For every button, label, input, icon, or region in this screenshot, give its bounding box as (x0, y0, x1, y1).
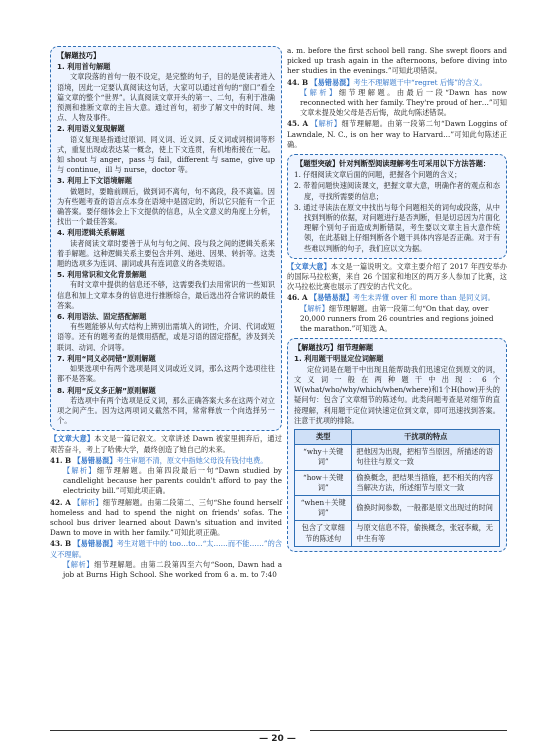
strategy-box (287, 154, 507, 259)
q46-num: 46. A (287, 293, 308, 303)
tips-section-heading: 4. 利用逻辑关系解题 (57, 228, 125, 238)
tips-section-body: 语义复现是指通过原词、同义词、近义词、反义词或词根词等形式，重复出现或表达某一概念，使上下文连贯，有机地衔接在一起。如 shout 与 anger，pass 与 fail，different 与 same，give up 与 continue，ill 与 nurse，doctor 等。 (57, 134, 275, 175)
tips-section-heading: 6. 利用语法、固定搭配解题 (57, 312, 147, 322)
question-analysis (50, 560, 282, 580)
q46-text: 细节理解题。由第一段第二句“On that day, over 20,000 runners from 26 countries and regions joined the marathon.”可知选 A。 (300, 303, 494, 334)
table-header: 类型 (295, 429, 352, 444)
question-tag-text: 考生对题干中的 too…to…“太……而不能……”的含义不理解。 (50, 539, 282, 559)
question-item (287, 78, 507, 119)
q46-tag: 【易错易混】 (309, 293, 354, 303)
article2-tag: 【文章大意】 (287, 261, 331, 271)
table-row (295, 445, 500, 470)
detail-tips-body: 定位词是在题干中出现且能帮助我们迅速定位到原文的词，文义词一般在两种题干中出现：6个W(what/who/why/which/when/where)和1个H(how)开头的疑问句：包含了文章细节的陈述句。此类问题考查是对细节的直接理解，利用题干定位词快速定位到文章，即可迅速找到答案。注意干扰项的排除。 (294, 364, 500, 425)
analysis-text: 细节理解题。由第四段最后一句“Dawn studied by candlelight because her parents couldn't afford to pay the electricity bill.”可知此项正确。 (63, 465, 282, 496)
analysis-text: 细节理解题。由第二段第二、三句“She found herself homeless and had to spend the night on friends' sofas. The school bus driver learned about Dawn's situation and invited Dawn to move in with her family.”可知此项正确。 (50, 497, 282, 538)
tips-section-heading: 1. 利用首句解题 (57, 62, 111, 72)
left-column (50, 46, 282, 580)
tips-section-body: 读者阅读文章时要善于从句与句之间、段与段之间的逻辑关系来着手解题。这种逻辑关系主要包含并列、递进、因果、转折等。这类题的选项多为连词、副词或具有连词意义的各类短语。 (57, 238, 275, 269)
q46-tag-text: 考生未弄懂 over 和 more than 是同义词。 (353, 293, 495, 303)
tips-title: 【解题技巧】 (57, 51, 101, 60)
left-questions (50, 456, 282, 580)
strategy-item: 2. 带着问题快速阅读课文，把握文章大意，明确作者的观点和态度，寻找所需要的信息； (294, 181, 500, 201)
analysis-text: 细节理解题。由第二段第四至六句“Soon, Dawn had a job at Burns High School. She worked from 6 a. m. to 7:40 (63, 559, 282, 579)
question-head (50, 498, 282, 539)
table-cell-type: “how＋关键词” (295, 470, 352, 495)
table-cell-feature: 偷换概念，把结果当措施，把不相关的内容当解决方法，所述细节与原文一致 (352, 470, 500, 495)
question-head (287, 119, 507, 150)
question-tag: 【易错易混】 (310, 77, 354, 87)
tips-box (50, 46, 282, 431)
tips-section-heading: 2. 利用语义复现解题 (57, 124, 125, 134)
tips-section-body: 文章段落的首句一般不设定，是完整的句子，目的是使读者进入语境，因此一定要认真阅读这句话，大家可以通过首句的“窗口”看全篇文章的整个“世界”。认真阅读文章开头的第一、二句，有利于准确预测和推断文章的主旨大意。通过首句，初步了解文中的时间、地点、人物及事件。 (57, 72, 275, 123)
detail-tips-box (287, 338, 507, 551)
article-text: 本文是一篇记叙文。文章讲述 Dawn 被家里拥弃后，通过艰苦奋斗，考上了哈佛大学，最终创造了她自己的未来。 (50, 434, 282, 454)
tips-section-body: 做题时，要瞻前顾后，做到词不离句，句不离段，段不离篇。因为有些题考查的语言点本身在语境中是固定的，所以它只能有一个正确答案。要仔细体会上下文提供的信息，从全文意义的角度上分析，找出一个最佳答案。 (57, 186, 275, 227)
question-head (50, 456, 282, 466)
tips-section-heading: 7. 利用“同义必同错”原则解题 (57, 353, 156, 363)
table-cell-type: “when＋关键词” (295, 495, 352, 520)
table-cell-type: “why＋关键词” (295, 445, 352, 470)
table-cell-type: 包含了文章细节的陈述句 (295, 521, 352, 546)
question-head (287, 78, 507, 88)
distractor-table (294, 429, 500, 547)
strategy-items (294, 170, 500, 254)
tips-section-body: 若选项中有两个选项是反义词，那么正确答案大多在这两个对立项之间产生。因为这两项词义截然不同，常常释放一个向选择另一个。 (57, 395, 275, 426)
footer-rule-right (310, 730, 507, 731)
strategy-title: 【题型突破】针对判断型阅读理解考生可采用以下方法答题： (296, 159, 491, 169)
question-item (287, 119, 507, 150)
article-tag: 【文章大意】 (50, 434, 95, 444)
right-column (287, 46, 507, 552)
continued-text: a. m. before the first school bell rang. She swept floors and picked up trash again in the afternoons, before diving into her studies in the evenings.”可知此项错误。 (287, 46, 507, 76)
article-summary-2 (287, 262, 507, 293)
detail-tips-subtitle: 1. 利用题干明显定位词解题 (294, 354, 384, 364)
detail-tips-title: 【解题技巧】细节理解题 (294, 343, 374, 353)
tips-section-body: 有些题能够从句式结构上辨别出需填入的词性，介词、代词或短语等。还有的题考查的是惯用搭配，或是习语的固定搭配，涉及到关联词、动词、介词等。 (57, 322, 275, 352)
analysis-label: 【解析】 (300, 87, 339, 97)
tips-section-heading: 3. 利用上下文语境解题 (57, 176, 132, 186)
question-tag: 【易错易混】 (73, 455, 117, 465)
question-number: 44. B (287, 77, 309, 87)
page-number: — 20 — (259, 734, 296, 744)
table-cell-feature: 与原文信息不符，偷换概念，张冠李戴，无中生有等 (352, 521, 500, 546)
tips-section-heading: 8. 利用“反义多正解”原则解题 (57, 385, 156, 395)
analysis-text: 细节理解题。由最后一段“Dawn has now reconnected with her family. They're proud of her…”可知文章未提及她父母是否后悔，故此句陈述错误。 (300, 87, 507, 118)
question-head (50, 539, 282, 559)
question-item (50, 456, 282, 497)
article2-text: 本文是一篇说明文。文章主要介绍了 2017 年西安举办的国际马拉松赛，来自 26 个国家和地区的两万多人参加了比赛，这次马拉松比赛也展示了西安的古代文化。 (287, 261, 507, 292)
footer-rule-left (50, 730, 280, 731)
table-header-row (295, 429, 500, 444)
article-summary (50, 434, 282, 454)
analysis-label: 【解析】 (310, 119, 342, 129)
question-tag: 【易错易混】 (73, 539, 117, 549)
strategy-item: 1. 仔细阅读文章后面的问题，把握各个问题的含义； (294, 170, 462, 180)
strategy-item: 3. 通过寻读法在原文中找出与每个问题相关的词句或段落，从中找到判断的依据，对问题进行是否判断，但是切忌因为片面化理解个别句子而造成判断错误，考生要以文章主旨大意作统领，在此基础上仔细判断各个题干具体内容是否正确。对于有些难以判断的句子，我们应以文为据。 (294, 202, 500, 253)
table-cell-feature: 偷换时间参数，一般都是原文出现过的时间 (352, 495, 500, 520)
table-cell-feature: 把他因为出现，把相节当原因，所描述的语句往往与原文一致 (352, 445, 500, 470)
question-item (50, 539, 282, 580)
analysis-label: 【解析】 (63, 559, 95, 569)
question-number: 41. B (50, 455, 72, 465)
question-analysis (287, 88, 507, 119)
table-header: 干扰项的特点 (352, 429, 500, 444)
question-number: 45. A (287, 119, 309, 129)
question-number: 42. A (50, 497, 71, 507)
question-tag-text: 考生不理解题干中“regret 后悔”的含义。 (353, 77, 487, 87)
analysis-label: 【解析】 (63, 465, 97, 475)
tips-section-heading: 5. 利用常识和文化背景解题 (57, 270, 147, 280)
table-row (295, 470, 500, 495)
table-row (295, 495, 500, 520)
table-row (295, 521, 500, 546)
question-tag-text: 考生审题不清，原文中指她父母没有钱付电费。 (116, 455, 268, 465)
question-item (50, 498, 282, 539)
analysis-text: 细节理解题。由第一段第二句“Dawn Loggins of Lawndale, N. C., is on her way to Harvard…”可知此句陈述正确。 (287, 119, 507, 149)
right-questions (287, 78, 507, 150)
table-body (295, 445, 500, 547)
question-46 (287, 293, 507, 334)
tips-section-body: 如果选项中有两个选项是同义词或近义词，那么这两个选项往往都不是答案。 (57, 364, 275, 384)
tips-section-body: 有时文章中提供的信息还不够，这需要我们去用常识的一些知识信息和加上文章本身的信息进行推断综合，最后选出符合常识的最佳答案。 (57, 280, 275, 310)
question-analysis (50, 466, 282, 497)
q46-label: 【解析】 (300, 303, 329, 313)
question-number: 43. B (50, 539, 72, 549)
analysis-label: 【解析】 (73, 497, 103, 507)
tips-sections (57, 62, 275, 426)
